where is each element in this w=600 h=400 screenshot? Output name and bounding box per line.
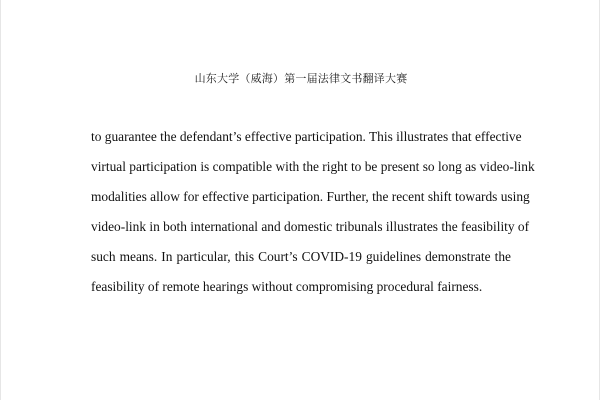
paragraph-line: modalities allow for effective participation. Further, the recent shift towards using bbox=[91, 189, 530, 204]
paragraph-line: feasibility of remote hearings without compromising procedural fairness. bbox=[91, 279, 483, 294]
page-header-title: 山东大学（威海）第一届法律文书翻译大赛 bbox=[194, 72, 408, 85]
paragraph-line: such means. In particular, this Court’s COVID-19 guidelines demonstrate the bbox=[91, 249, 511, 264]
paragraph-line: to guarantee the defendant’s effective participation. This illustrates that effective bbox=[91, 129, 522, 144]
paragraph-line: virtual participation is compatible with the right to be present so long as video-link bbox=[91, 159, 535, 174]
paragraph-line: video-link in both international and domestic tribunals illustrates the feasibility of bbox=[91, 219, 530, 234]
body-paragraph bbox=[91, 127, 535, 307]
